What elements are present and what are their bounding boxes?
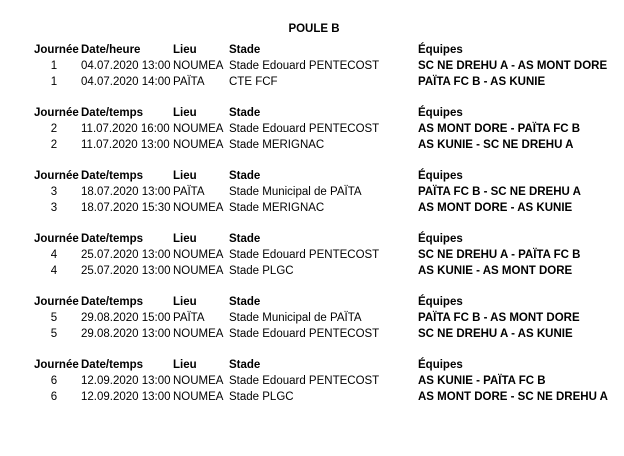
match-row <box>0 326 624 342</box>
match-journee: 1 <box>50 60 58 72</box>
match-equipes: SC NE DREHU A - AS MONT DORE <box>418 60 608 72</box>
round-group-6 <box>0 357 624 407</box>
match-lieu: NOUMEA <box>173 265 224 277</box>
match-date: 29.08.2020 15:00 <box>81 312 171 324</box>
header-date: Date/temps <box>81 296 143 308</box>
round-group-3 <box>0 168 624 218</box>
match-equipes: AS MONT DORE - PAÏTA FC B <box>418 123 581 135</box>
match-date: 25.07.2020 13:00 <box>81 249 171 261</box>
match-lieu: NOUMEA <box>173 139 224 151</box>
round-group-4 <box>0 231 624 281</box>
match-row <box>0 184 624 200</box>
match-equipes: SC NE DREHU A - PAÏTA FC B <box>418 249 581 261</box>
header-journee: Journée <box>34 296 79 308</box>
match-journee: 2 <box>50 139 58 151</box>
match-row <box>0 373 624 389</box>
column-header-row <box>0 42 624 58</box>
header-date: Date/temps <box>81 107 143 119</box>
match-lieu: NOUMEA <box>173 123 224 135</box>
header-lieu: Lieu <box>173 233 197 245</box>
header-date: Date/temps <box>81 359 143 371</box>
header-stade: Stade <box>229 233 261 245</box>
match-row <box>0 310 624 326</box>
match-equipes: SC NE DREHU A - AS KUNIE <box>418 328 573 340</box>
match-lieu: NOUMEA <box>173 202 224 214</box>
header-stade: Stade <box>229 170 261 182</box>
header-lieu: Lieu <box>173 107 197 119</box>
match-stade: Stade Edouard PENTECOST <box>229 249 380 261</box>
header-date: Date/heure <box>81 44 141 56</box>
match-journee: 6 <box>50 375 58 387</box>
match-journee: 4 <box>50 265 58 277</box>
match-equipes: AS MONT DORE - AS KUNIE <box>418 202 573 214</box>
match-stade: Stade Municipal de PAÏTA <box>229 312 362 324</box>
match-date: 11.07.2020 16:00 <box>81 123 170 135</box>
match-stade: Stade Edouard PENTECOST <box>229 375 380 387</box>
column-header-row <box>0 105 624 121</box>
header-equipes: Équipes <box>418 107 463 119</box>
round-group-1 <box>0 42 624 92</box>
match-equipes: AS KUNIE - AS MONT DORE <box>418 265 573 277</box>
header-stade: Stade <box>229 107 261 119</box>
match-journee: 2 <box>50 123 58 135</box>
header-equipes: Équipes <box>418 170 463 182</box>
match-lieu: NOUMEA <box>173 249 224 261</box>
match-equipes: AS KUNIE - PAÏTA FC B <box>418 375 546 387</box>
match-date: 25.07.2020 13:00 <box>81 265 171 277</box>
match-journee: 3 <box>50 202 58 214</box>
match-journee: 5 <box>50 312 58 324</box>
match-date: 12.09.2020 13:00 <box>81 391 171 403</box>
match-row <box>0 58 624 74</box>
match-stade: CTE FCF <box>229 76 278 88</box>
match-journee: 6 <box>50 391 58 403</box>
match-row <box>0 263 624 279</box>
column-header-row <box>0 168 624 184</box>
match-lieu: NOUMEA <box>173 60 224 72</box>
match-date: 18.07.2020 13:00 <box>81 186 171 198</box>
match-journee: 1 <box>50 76 58 88</box>
column-header-row <box>0 357 624 373</box>
round-group-5 <box>0 294 624 344</box>
match-equipes: PAÏTA FC B - AS KUNIE <box>418 76 546 88</box>
match-lieu: PAÏTA <box>173 186 205 198</box>
page-title <box>0 23 624 35</box>
column-header-row <box>0 231 624 247</box>
header-journee: Journée <box>34 107 79 119</box>
header-lieu: Lieu <box>173 44 197 56</box>
match-date: 18.07.2020 15:30 <box>81 202 171 214</box>
match-row <box>0 200 624 216</box>
match-row <box>0 74 624 90</box>
header-equipes: Équipes <box>418 359 463 371</box>
header-journee: Journée <box>34 359 79 371</box>
match-date: 11.07.2020 13:00 <box>81 139 170 151</box>
match-lieu: PAÏTA <box>173 312 205 324</box>
match-stade: Stade Edouard PENTECOST <box>229 60 380 72</box>
match-stade: Stade MERIGNAC <box>229 202 325 214</box>
match-journee: 4 <box>50 249 58 261</box>
match-journee: 3 <box>50 186 58 198</box>
match-date: 12.09.2020 13:00 <box>81 375 171 387</box>
match-lieu: PAÏTA <box>173 76 205 88</box>
match-row <box>0 247 624 263</box>
round-group-2 <box>0 105 624 155</box>
header-equipes: Équipes <box>418 296 463 308</box>
header-stade: Stade <box>229 359 261 371</box>
header-equipes: Équipes <box>418 233 463 245</box>
match-equipes: PAÏTA FC B - SC NE DREHU A <box>418 186 581 198</box>
match-stade: Stade Municipal de PAÏTA <box>229 186 362 198</box>
match-journee: 5 <box>50 328 58 340</box>
match-stade: Stade PLGC <box>229 265 294 277</box>
match-date: 04.07.2020 14:00 <box>81 76 171 88</box>
match-row <box>0 137 624 153</box>
match-row <box>0 121 624 137</box>
match-equipes: AS KUNIE - SC NE DREHU A <box>418 139 574 151</box>
header-lieu: Lieu <box>173 359 197 371</box>
header-journee: Journée <box>34 170 79 182</box>
match-equipes: AS MONT DORE - SC NE DREHU A <box>418 391 608 403</box>
column-header-row <box>0 294 624 310</box>
match-date: 04.07.2020 13:00 <box>81 60 171 72</box>
header-date: Date/temps <box>81 170 143 182</box>
match-stade: Stade MERIGNAC <box>229 139 325 151</box>
header-date: Date/temps <box>81 233 143 245</box>
header-journee: Journée <box>34 44 79 56</box>
match-stade: Stade Edouard PENTECOST <box>229 328 380 340</box>
match-lieu: NOUMEA <box>173 375 224 387</box>
match-row <box>0 389 624 405</box>
match-date: 29.08.2020 13:00 <box>81 328 171 340</box>
header-stade: Stade <box>229 44 261 56</box>
match-lieu: NOUMEA <box>173 391 224 403</box>
match-stade: Stade Edouard PENTECOST <box>229 123 380 135</box>
header-equipes: Équipes <box>418 44 463 56</box>
title-text: POULE B <box>288 23 340 35</box>
header-lieu: Lieu <box>173 296 197 308</box>
header-journee: Journée <box>34 233 79 245</box>
match-stade: Stade PLGC <box>229 391 294 403</box>
header-stade: Stade <box>229 296 261 308</box>
match-equipes: PAÏTA FC B - AS MONT DORE <box>418 312 580 324</box>
match-lieu: NOUMEA <box>173 328 224 340</box>
header-lieu: Lieu <box>173 170 197 182</box>
